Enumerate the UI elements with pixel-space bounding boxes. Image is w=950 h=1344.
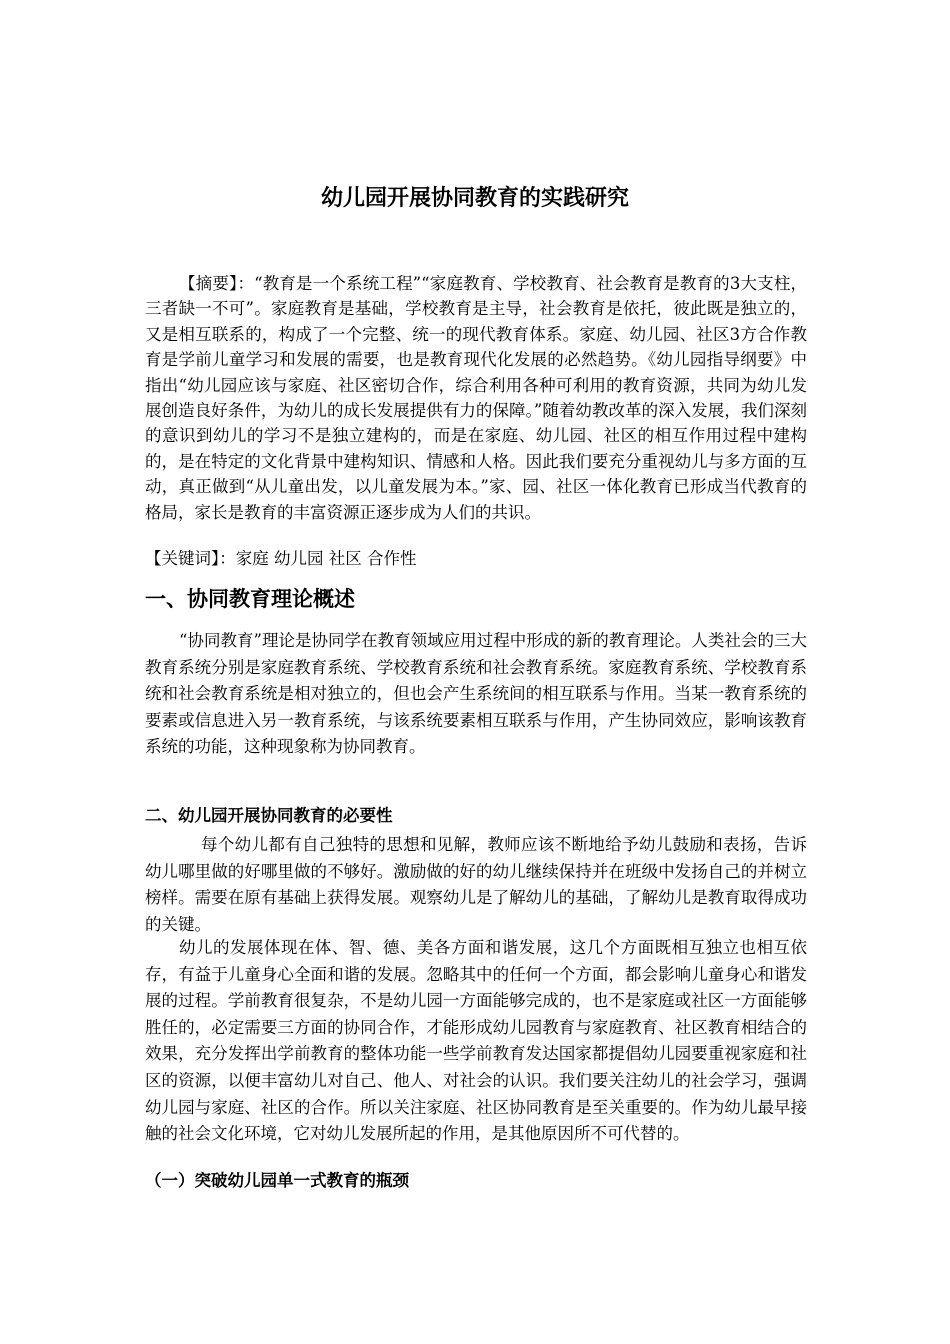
section1-paragraph: “协同教育”理论是协同学在教育领域应用过程中形成的新的教育理论。人类社会的三大教育系统分别是家庭教育系统、学校教育系统和社会教育系统。家庭教育系统、学校教育系统和社会教育系统是相对独立的，但也会产生系统间的相互联系与作用。当某一教育系统的要素或信息进入另一教育系统，与该系统要素相互联系与作用，产生协同效应，影响该教育系统的功能，这种现象称为协同教育。 [145,631,807,757]
document-title: 幼儿园开展协同教育的实践研究 [320,186,629,211]
keywords-label: 【关键词】 [145,549,220,568]
abstract-paragraph [145,271,807,525]
section2-subheading-1: （一）突破幼儿园单一式教育的瓶颈 [145,1171,409,1190]
abstract-text: ：“教育是一个系统工程”“家庭教育、学校教育、社会教育是教育的3大支柱，三者缺一不可”。家庭教育是基础，学校教育是主导，社会教育是依托，彼此既是独立的，又是相互联系的，构成了一个完整、统一的现代教育体系。家庭、幼儿园、社区3方合作教育是学前儿童学习和发展的需要，也是教育现代化发展的必然趋势。《幼儿园指导纲要》中指出“幼儿园应该与家庭、社区密切合作，综合利用各种可利用的教育资源，共同为幼儿发展创造良好条件，为幼儿的成长发展提供有力的保障。”随着幼教改革的深入发展，我们深刻的意识到幼儿的学习不是独立建构的，而是在家庭、幼儿园、社区的相互作用过程中建构的，是在特定的文化背景中建构知识、情感和人格。因此我们要充分重视幼儿与多方面的互动，真正做到“从儿童出发，以儿童发展为本。”家、园、社区一体化教育已形成当代教育的格局，家长是教育的丰富资源正逐步成为人们的共识。 [145,274,808,522]
abstract-label: 【摘要】 [179,274,238,293]
keywords-line [145,546,807,571]
keywords-text: ：家庭 幼儿园 社区 合作性 [219,549,417,568]
section1-heading: 一、协同教育理论概述 [145,587,355,611]
section2-paragraph-1: 每个幼儿都有自己独特的思想和见解，教师应该不断地给予幼儿鼓励和表扬，告诉幼儿哪里做的好哪里做的不够好。激励做的好的幼儿继续保持并在班级中发扬自己的并树立榜样。需要在原有基础上获得发展。观察幼儿是了解幼儿的基础，了解幼儿是教育取得成功的关键。 [145,835,807,934]
section2-paragraph-2: 幼儿的发展体现在体、智、德、美各方面和谐发展，这几个方面既相互独立也相互依存，有益于儿童身心全面和谐的发展。忽略其中的任何一个方面，都会影响儿童身心和谐发展的过程。学前教育很复杂，不是幼儿园一方面能够完成的，也不是家庭或社区一方面能够胜任的，必定需要三方面的协同合作，才能形成幼儿园教育与家庭教育、社区教育相结合的效果，充分发挥出学前教育的整体功能一些学前教育发达国家都提倡幼儿园要重视家庭和社区的资源，以便丰富幼儿对自己、他人、对社会的认识。我们要关注幼儿的社会学习，强调幼儿园与家庭、社区的合作。所以关注家庭、社区协同教育是至关重要的。作为幼儿最早接触的社会文化环境，它对幼儿发展所起的作用，是其他原因所不可代替的。 [145,938,807,1144]
section2-heading: 二、幼儿园开展协同教育的必要性 [145,806,393,825]
